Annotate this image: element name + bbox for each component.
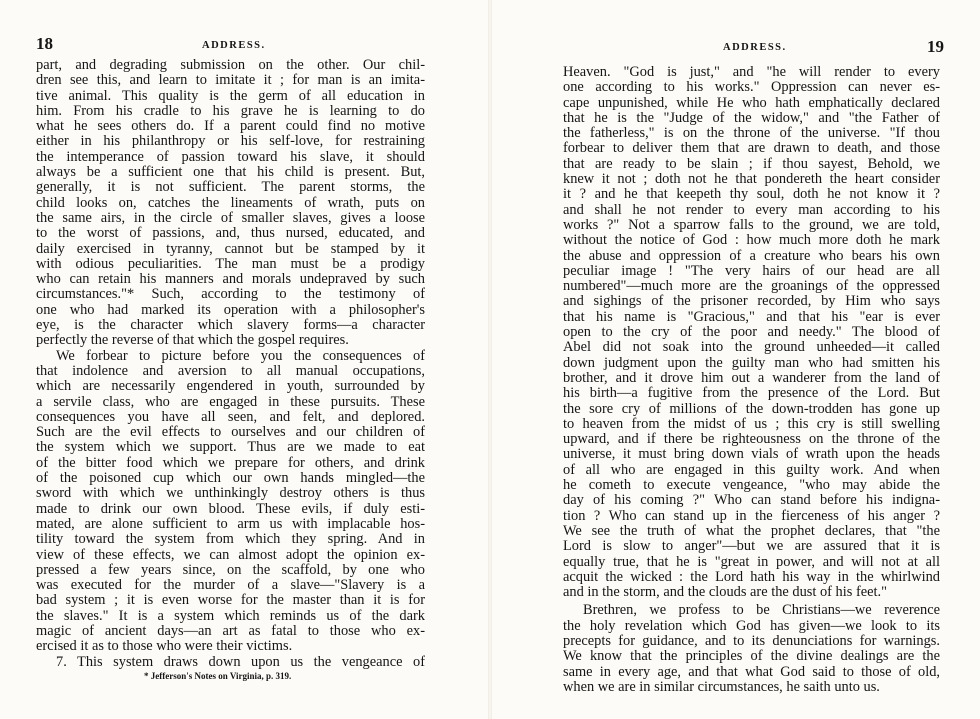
text-line: pressed a few years since, on the scaffold, by one who (36, 562, 425, 578)
text-line: circumstances."* Such, according to the testimony of (36, 287, 425, 303)
text-line: the fatherless," is on the throne of the universe. "If thou (563, 126, 940, 142)
text-line: consequences you have all seen, and felt, and deplored. (36, 409, 425, 425)
text-line: and shall he not render to every man according to his (563, 202, 940, 218)
text-line: bad system ; it is even worse for the master than it is for (36, 593, 425, 609)
text-line: the same airs, in the circle of smaller slaves, gives a loose (36, 210, 425, 226)
text-line: that he is the "Judge of the widow," and "the Father of (563, 110, 940, 126)
text-line: We know that the principles of the divine dealings are the (563, 649, 940, 665)
text-line: that are ready to be slain ; if thou sayest, Behold, we (563, 156, 940, 172)
text-line: dren see this, and learn to imitate it ; for man is an imita- (36, 73, 425, 89)
text-line: that his name is "Gracious," and that his "ear is ever (563, 309, 940, 325)
text-line: it ? and he that keepeth thy soul, doth he not know it ? (563, 187, 940, 203)
text-line: the abuse and oppression of a creature who bears his own (563, 248, 940, 264)
text-line: child looks on, catches the lineaments of wrath, puts on (36, 195, 425, 211)
text-line: the holy revelation which God has given—we look to its (563, 618, 940, 634)
text-line: who can retain his manners and morals undepraved by such (36, 272, 425, 288)
text-line: to heaven from the midst of us ; this cry is still swelling (563, 416, 940, 432)
text-line: day of his coming ?" Who can stand before his indigna- (563, 493, 940, 509)
text-line: was executed for the murder of a slave—"Slavery is a (36, 578, 425, 594)
text-line: when we are in similar circumstances, he saith unto us. (563, 679, 880, 695)
body-text (36, 58, 425, 670)
text-line: Abel did not soak into the ground unheeded—it called (563, 340, 940, 356)
text-line: of the poisoned cup which our own hands mingled—the (36, 471, 425, 487)
text-line: perfectly the reverse of that which the gospel requires. (36, 333, 349, 349)
text-line: mated, are alone sufficient to arm us with implacable hos- (36, 516, 425, 532)
text-line: view of these effects, we can almost adopt the opinion ex- (36, 547, 425, 563)
footnote: * Jefferson's Notes on Virginia, p. 319. (144, 671, 292, 681)
text-line: and sighings of the prisoner recorded, by Him who says (563, 294, 940, 310)
running-head: ADDRESS. (723, 42, 787, 53)
text-line: him. From his cradle to his grave he is learning to do (36, 103, 425, 119)
text-line: numbered"—much more are the groanings of the oppressed (563, 279, 940, 295)
text-line: either in his philanthropy or his self-love, for restraining (36, 134, 425, 150)
text-line: to the worst of passions, and, thus nursed, educated, and (36, 226, 425, 242)
text-line: upward, and if there be righteousness on the throne of the (563, 432, 940, 448)
text-line: without the notice of God : how much more doth he mark (563, 233, 940, 249)
text-line: of the bitter food which we prepare for others, and drink (36, 455, 425, 471)
text-line: works ?" Not a sparrow falls to the ground, we are told, (563, 217, 940, 233)
text-line: We forbear to picture before you the consequences of (56, 348, 425, 364)
body-text (563, 65, 940, 695)
text-line: part, and degrading submission on the other. Our chil- (36, 58, 425, 73)
text-line: the intemperance of passion toward his slave, it should (36, 149, 425, 165)
text-line: cape unpunished, while He who hath emphatically declared (563, 95, 940, 111)
text-line: the slaves." It is a system which reminds us of the dark (36, 608, 425, 624)
text-line: magic of ancient days—an art as fatal to those who ex- (36, 623, 425, 639)
text-line: the sore cry of millions of the down-trodden has gone up (563, 401, 940, 417)
text-line: tive animal. This quality is the germ of all education in (36, 88, 425, 104)
text-line: one according to his works." Oppression can never es- (563, 80, 940, 96)
text-line: a servile class, who are engaged in these pursuits. These (36, 394, 425, 410)
text-line: same in every age, and that what God said to those of old, (563, 664, 940, 680)
text-line: of all who are engaged in this guilty work. And when (563, 462, 940, 478)
text-line: sword with which we unthinkingly destroy others is thus (36, 486, 425, 502)
text-line: he cometh to execute vengeance, "who may abide the (563, 478, 940, 494)
text-line: and in the storm, and the clouds are the dust of his feet." (563, 585, 887, 601)
text-line: 7. This system draws down upon us the vengeance of (56, 654, 425, 670)
text-line: brother, and it drove him out a wanderer from the land of (563, 370, 940, 386)
text-line: the system which we support. Thus are we made to eat (36, 440, 425, 456)
text-line: with odious peculiarities. The man must be a prodigy (36, 256, 425, 272)
right-page (490, 0, 980, 719)
text-line: ercised it as to those who were their victims. (36, 639, 293, 655)
text-line: which are necessarily engendered in youth, surrounded by (36, 379, 425, 395)
text-line: what he sees others do. If a parent could find no motive (36, 119, 425, 135)
text-line: always be a sufficient one that his child is present. But, (36, 165, 425, 181)
text-line: peculiar image ! "The very hairs of our head are all (563, 263, 940, 279)
text-line: made to drink our own blood. These evils, if duly esti- (36, 501, 425, 517)
text-line: open to the cry of the poor and needy." The blood of (563, 325, 940, 341)
text-line: equally true, that he is "great in power, and will not at all (563, 554, 940, 570)
text-line: forbear to deliver them that are drawn to death, and those (563, 141, 940, 157)
text-line: tion ? Who can stand up in the fierceness of his anger ? (563, 508, 940, 524)
text-line: acquit the wicked : the Lord hath his way in the whirlwind (563, 569, 940, 585)
text-line: Such are the evil effects to ourselves and our children of (36, 425, 425, 441)
text-line: Heaven. "God is just," and "he will render to every (563, 65, 940, 80)
text-line: that indolence and aversion to all manual occupations, (36, 363, 425, 379)
running-head: ADDRESS. (202, 40, 266, 51)
text-line: eye, is the character which slavery forms—a character (36, 318, 425, 334)
text-line: generally, it is not sufficient. The parent storms, the (36, 180, 425, 196)
text-line: knew it not ; doth not he that pondereth the heart consider (563, 172, 940, 188)
text-line: Lord is slow to anger"—but we are assured that it is (563, 539, 940, 555)
page-number: 18 (36, 34, 53, 53)
text-line: one who had marked its operation with a philosopher's (36, 302, 425, 318)
text-line: universe, it must bring down vials of wrath upon the heads (563, 447, 940, 463)
text-line: We see the truth of what the prophet declares, that "the (563, 523, 940, 539)
text-line: down judgment upon the guilty man who had smitten his (563, 355, 940, 371)
text-line: his birth—a fugitive from the presence of the Lord. But (563, 386, 940, 402)
text-line: tility toward the system from which they spring. And in (36, 532, 425, 548)
page-number: 19 (927, 37, 944, 56)
text-line: Brethren, we profess to be Christians—we reverence (583, 603, 940, 619)
text-line: precepts for guidance, and to its denunciations for warnings. (563, 633, 940, 649)
text-line: daily exercised in tyranny, cannot but be stamped by it (36, 241, 425, 257)
